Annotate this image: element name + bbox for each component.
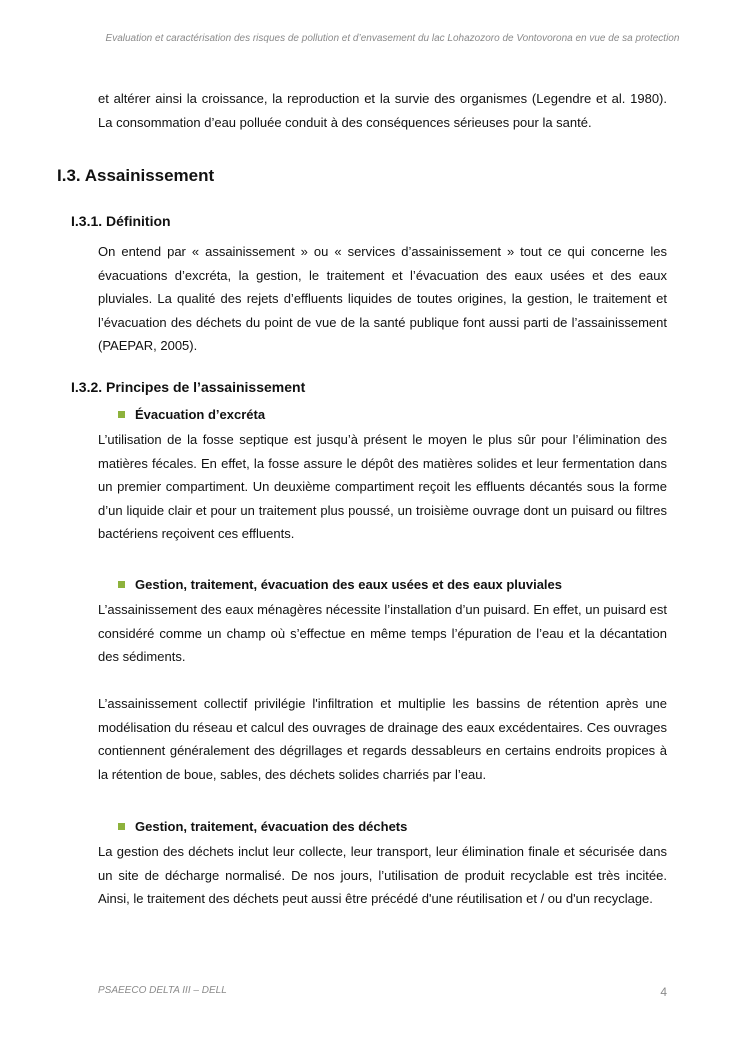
bullet-heading-excreta (118, 407, 265, 422)
wastewater-paragraph-1: L’assainissement des eaux ménagères nécessite l’installation d’un puisard. En effet, un puisard est considéré comme un champ où s’effectue en même temps l’épuration de l’eau et la décantation des sédiments. (98, 602, 667, 664)
bullet-heading-label: Gestion, traitement, évacuation des eaux usées et des eaux pluviales (135, 577, 563, 592)
bullet-square-icon (118, 823, 125, 830)
running-header: Evaluation et caractérisation des risques de pollution et d’envasement du lac Lohazozoro de Vontovorona en vue de sa protection (105, 33, 680, 44)
bullet-heading-label: Gestion, traitement, évacuation des déchets (135, 819, 408, 834)
subsection-title-principles: I.3.2. Principes de l’assainissement (71, 379, 306, 395)
subsection-title-definition: I.3.1. Définition (71, 213, 171, 229)
waste-paragraph: La gestion des déchets inclut leur collecte, leur transport, leur élimination finale et sécurisée dans un site de décharge normalisé. De nos jours, l’utilisation de produit recyclable est très incitée. Ainsi, le traitement des déchets peut aussi être précédé d'une réutilisation et / ou d'un recyclage. (98, 844, 667, 906)
bullet-heading-label: Évacuation d’excréta (135, 407, 266, 422)
page-number: 4 (660, 985, 667, 999)
excreta-paragraph: L’utilisation de la fosse septique est jusqu’à présent le moyen le plus sûr pour l’élimination des matières fécales. En effet, la fosse assure le dépôt des matières solides et leur fermentation dans un premier compartiment. Un deuxième compartiment reçoit les effluents décantés sous la forme d’un liquide clair et pour un traitement plus poussé, un troisième ouvrage dont un puisard ou filtres bactériens reçoivent ces effluents. (98, 432, 667, 541)
bullet-heading-waste (118, 819, 407, 834)
bullet-square-icon (118, 411, 125, 418)
bullet-heading-wastewater (118, 577, 562, 592)
bullet-square-icon (118, 581, 125, 588)
footer-project-name: PSAEECO DELTA III – DELL (98, 985, 227, 996)
section-title: I.3. Assainissement (57, 166, 215, 185)
definition-paragraph: On entend par « assainissement » ou « services d’assainissement » tout ce qui concerne les évacuations d’excréta, la gestion, le traitement et l’évacuation des eaux usées et des eaux pluviales. La qualité des rejets d’effluents liquides de toutes origines, la gestion, le traitement et l’évacuation des déchets du point de vue de la santé publique font aussi parti de l’assainissement (PAEPAR, 2005). (98, 244, 667, 353)
wastewater-paragraph-2: L’assainissement collectif privilégie l'infiltration et multiplie les bassins de rétention après une modélisation du réseau et calcul des ouvrages de drainage des eaux excédentaires. Ces ouvrages contiennent généralement des dégrillages et regards dessableurs en certains endroits propices à la rétention de boue, sables, des déchets solides charriés par l’eau. (98, 696, 667, 782)
intro-paragraph: et altérer ainsi la croissance, la reproduction et la survie des organismes (Legendre et al. 1980). La consommation d’eau polluée conduit à des conséquences sérieuses pour la santé. (98, 91, 667, 130)
